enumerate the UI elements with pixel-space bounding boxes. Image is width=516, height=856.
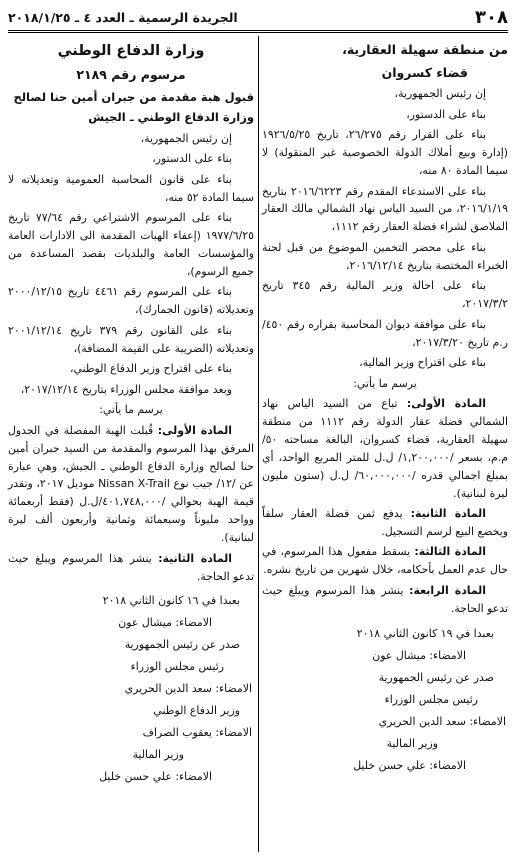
signature-line: الامضاء: علي حسن خليل <box>99 770 212 784</box>
signature-line: وزير الدفاع الوطني <box>153 704 240 718</box>
page-header <box>8 4 508 30</box>
article-label: المادة الثانية: <box>158 551 232 565</box>
article-label: المادة الثانية: <box>410 507 486 521</box>
paragraph: بناء على الدستور، <box>152 152 232 166</box>
signature-line: رئيس مجلس الوزراء <box>130 660 224 674</box>
paragraph: إن رئيس الجمهورية، <box>140 131 232 145</box>
signature-line: الامضاء: علي حسن خليل <box>353 758 466 772</box>
paragraph: بناء على القانون رقم ٣٧٩ تاريخ ٢٠٠١/١٢/١٤ وتعديلاته (الضريبة على القيمة المضافة)، <box>8 323 254 355</box>
signature-block <box>8 591 254 786</box>
signature-line: رئيس مجلس الوزراء <box>384 692 478 706</box>
paragraph: بناء على الاستدعاء المقدم رقم ٢٠١٦/٦٢٢٣ بتاريخ ٢٠١٦/١/١٩، من السيد الياس نهاد الشمالي مالك العقار الملاصق لشراء فضلة العقار رقم ١١١٢، <box>262 184 508 234</box>
journal-title <box>8 10 238 25</box>
article-label: المادة الأولى: <box>157 423 232 437</box>
page-number: ٣٠٨ <box>475 6 508 28</box>
article-1 <box>262 395 508 502</box>
decree-number: مرسوم رقم ٢١٨٩ <box>76 66 186 82</box>
article-2 <box>262 505 508 541</box>
article-4 <box>262 582 508 618</box>
signature-line: الامضاء: سعد الدين الحريري <box>124 682 252 696</box>
paragraph: بناء على المرسوم الاشتراعي رقم ٧٧/٦٤ تاريخ ١٩٧٧/٦/٢٥ (إعفاء الهبات المقدمة الى الادارات العامة والمؤسسات العامة والبلديات بقصد المساعدة من جميع الرسوم)، <box>8 211 254 278</box>
article-text: ينشر هذا المرسوم ويبلغ حيث تدعو الحاجة. <box>8 551 254 583</box>
issue-date: ـ ٢٠١٨/١/٢٥ <box>8 9 80 25</box>
signature-line: صدر عن رئيس الجمهورية <box>124 638 240 652</box>
issue-number: ٤ <box>83 9 92 25</box>
paragraph: بناء على الدستور، <box>406 107 486 121</box>
signature-line: الامضاء: ميشال عون <box>372 648 466 662</box>
article-3 <box>262 543 508 579</box>
article-label: المادة الرابعة: <box>409 583 486 597</box>
paragraph: بناء على محضر التخمين الموضوع من قبل لجنة الخبراء المختصة بتاريخ ٢٠١٦/١٢/١٤، <box>262 240 508 272</box>
signature-line: الامضاء: يعقوب الصراف <box>142 726 252 740</box>
right-column <box>262 40 508 856</box>
paragraph: بناء على اقتراح وزير الدفاع الوطني، <box>70 362 232 376</box>
decree-subject: قبول هبة مقدمة من جبران أمين حنا لصالح وزارة الدفاع الوطني ـ الجيش <box>13 90 254 125</box>
article-text: تباع من السيد الياس نهاد الشمالي فضلة عقار الدولة رقم ١١١٢ من منطقة سهيلة العقارية، قضاء كسروان، البالغة مساحته ٥٠/ م.م، بسعر /١,٢٠٠,٠٠٠/ ل.ل للمتر المربع الواحد، أي بمبلغ اجمالي قدره /٦٠,٠٠٠,٠٠٠/ ل.ل (ستون مليون ليرة لبنانية). <box>262 397 508 500</box>
paragraph: وبعد موافقة مجلس الوزراء بتاريخ ٢٠١٧/١٢/١٤، <box>20 382 232 396</box>
header-rule <box>8 30 508 33</box>
article-text: قُبلت الهبة المفصلة في الجدول المرفق بهذا المرسوم والمقدمة من السيد جبران أمين حنا لصالح وزارة الدفاع الوطني ـ الجيش، وهي عبارة عن /١٢/ جيب نوع Nissan X-Trail موديل ٢٠١٧، وتقدر قيمة الهبة بحوالي /٤٠١,٧٤٨,٠٠٠/ل.ل (فقط أربعمائة وواحد مليوناً وسبعمائة وثمانية وأربعون ألف ليرة لبنانية). <box>8 423 254 545</box>
article-label: المادة الثالثة: <box>414 545 487 559</box>
ministry-title: وزارة الدفاع الوطني <box>57 43 205 59</box>
signature-line: الامضاء: ميشال عون <box>118 616 212 630</box>
signature-date: بعبدا في ١٦ كانون الثاني ٢٠١٨ <box>102 594 240 608</box>
paragraph: يرسم ما يأتي: <box>353 376 417 390</box>
article-1 <box>8 422 254 547</box>
paragraph: بناء على احالة وزير المالية رقم ٣٤٥ تاريخ ٢٠١٧/٣/٢، <box>262 279 508 311</box>
journal-name: الجريدة الرسمية ـ العدد <box>95 9 238 25</box>
paragraph: بناء على قانون المحاسبة العمومية وتعديلاته لا سيما المادة ٥٢ منه، <box>8 172 254 204</box>
signature-line: الامضاء: سعد الدين الحريري <box>378 714 506 728</box>
signature-line: وزير المالية <box>386 736 438 750</box>
left-column <box>8 40 254 856</box>
paragraph: بناء على القرار رقم ٢٦/٢٧٥، تاريخ ١٩٢٦/٥/٢٥ (إدارة وبيع أملاك الدولة الخصوصية غير المنقولة) لا سيما المادة ٨٠ منه، <box>262 128 508 177</box>
paragraph: بناء على اقتراح وزير المالية، <box>359 356 486 370</box>
article-text: يدفع ثمن فضلة العقار سلفاً ويخضع البيع لرسم التسجيل. <box>262 507 508 538</box>
right-heading-line1: من منطقة سهيلة العقارية، <box>342 42 508 57</box>
paragraph: بناء على موافقة ديوان المحاسبة بقراره رقم ٤٥٠/ر.م تاريخ ٢٠١٧/٣/٢٠، <box>262 317 508 349</box>
article-text: ينشر هذا المرسوم ويبلغ حيث تدعو الحاجة. <box>262 583 508 615</box>
signature-date: بعبدا في ١٩ كانون الثاني ٢٠١٨ <box>356 626 494 640</box>
article-2 <box>8 550 254 586</box>
signature-line: صدر عن رئيس الجمهورية <box>378 670 494 684</box>
article-label: المادة الأولى: <box>406 397 486 411</box>
signature-block <box>262 624 508 775</box>
column-divider <box>258 36 259 852</box>
right-heading-line2: قضاء كسروان <box>381 64 468 80</box>
signature-line: وزير المالية <box>132 748 184 762</box>
paragraph: بناء على المرسوم رقم ٤٤٦١ تاريخ ٢٠٠٠/١٢/١٥ وتعديلاته (قانون الجمارك)، <box>8 285 254 317</box>
paragraph: إن رئيس الجمهورية، <box>394 87 486 101</box>
paragraph: يرسم ما يأتي: <box>99 403 163 417</box>
article-text: يسقط مفعول هذا المرسوم، في حال عدم العمل بأحكامه، خلال شهرين من تاريخ نشره. <box>262 545 508 577</box>
